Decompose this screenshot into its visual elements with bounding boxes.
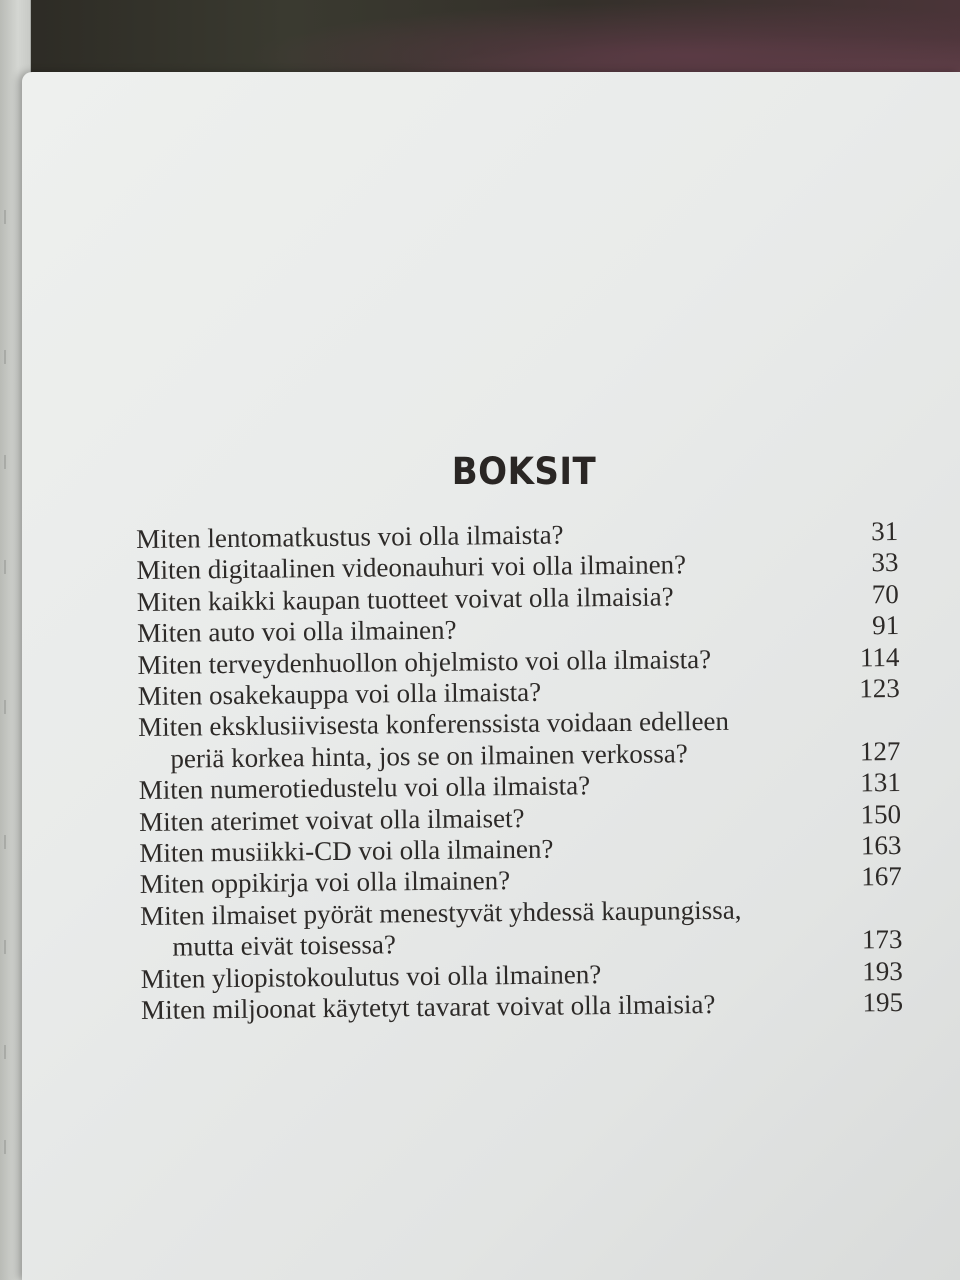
page-edge-mark <box>4 940 16 954</box>
entry-page-number: 195 <box>862 987 904 1018</box>
page-edge-mark <box>4 210 16 224</box>
list-item <box>138 704 901 775</box>
entry-page-number: 131 <box>860 767 901 798</box>
entry-title: Miten auto voi olla ilmainen? <box>136 614 457 649</box>
page-edge-mark <box>4 560 16 574</box>
entry-page-number: 114 <box>859 641 900 673</box>
book-page <box>22 72 960 1280</box>
entry-page-number: 163 <box>860 830 902 861</box>
entry-title: Miten aterimet voivat olla ilmaiset? <box>138 802 525 837</box>
page-title: BOKSIT <box>451 450 597 493</box>
entry-title: Miten digitaalinen videonauhuri voi olla ilmainen? <box>136 549 687 586</box>
page-edge-mark <box>4 350 16 364</box>
list-item <box>140 893 903 964</box>
entry-page-number: 91 <box>871 610 900 641</box>
page-edge-mark <box>4 700 16 714</box>
page-edge-mark <box>4 1140 16 1154</box>
entry-page-number: 70 <box>871 578 899 610</box>
page-edge-mark <box>4 1045 16 1059</box>
page-edge-mark <box>4 835 16 849</box>
entry-title: Miten yliopistokoulutus voi olla ilmainen? <box>140 958 602 994</box>
entry-title: Miten oppikirja voi olla ilmainen? <box>139 865 511 900</box>
entry-title: Miten eksklusiivisesta konferenssista voidaan edelleen periä korkea hinta, jos se on ilmainen verkossa? <box>137 706 730 774</box>
entry-title: Miten miljoonat käytetyt tavarat voivat olla ilmaisia? <box>140 989 716 1026</box>
entry-title: Miten lentomatkustus voi olla ilmaista? <box>136 519 564 554</box>
boxes-list <box>136 516 903 1026</box>
entry-page-number: 173 <box>861 924 903 955</box>
entry-page-number: 167 <box>861 861 902 892</box>
entry-title: Miten musiikki-CD voi olla ilmainen? <box>139 833 554 869</box>
page-edge-mark <box>4 455 16 469</box>
entry-title: Miten terveydenhuollon ohjelmisto voi olla ilmaista? <box>137 643 712 680</box>
entry-title: Miten ilmaiset pyörät menestyvät yhdessä kaupungissa, mutta eivät toisessa? <box>139 894 742 962</box>
entry-page-number: 193 <box>862 955 903 987</box>
entry-title: Miten kaikki kaupan tuotteet voivat olla ilmaisia? <box>136 581 674 617</box>
entry-page-number: 31 <box>870 516 899 547</box>
entry-title: Miten osakekauppa voi olla ilmaista? <box>137 676 542 712</box>
list-item <box>141 987 903 1026</box>
entry-page-number: 127 <box>859 735 901 767</box>
entry-page-number: 123 <box>859 673 900 704</box>
entry-page-number: 150 <box>860 798 902 830</box>
entry-title: Miten numerotiedustelu voi olla ilmaista? <box>138 770 591 806</box>
entry-page-number: 33 <box>871 547 899 578</box>
